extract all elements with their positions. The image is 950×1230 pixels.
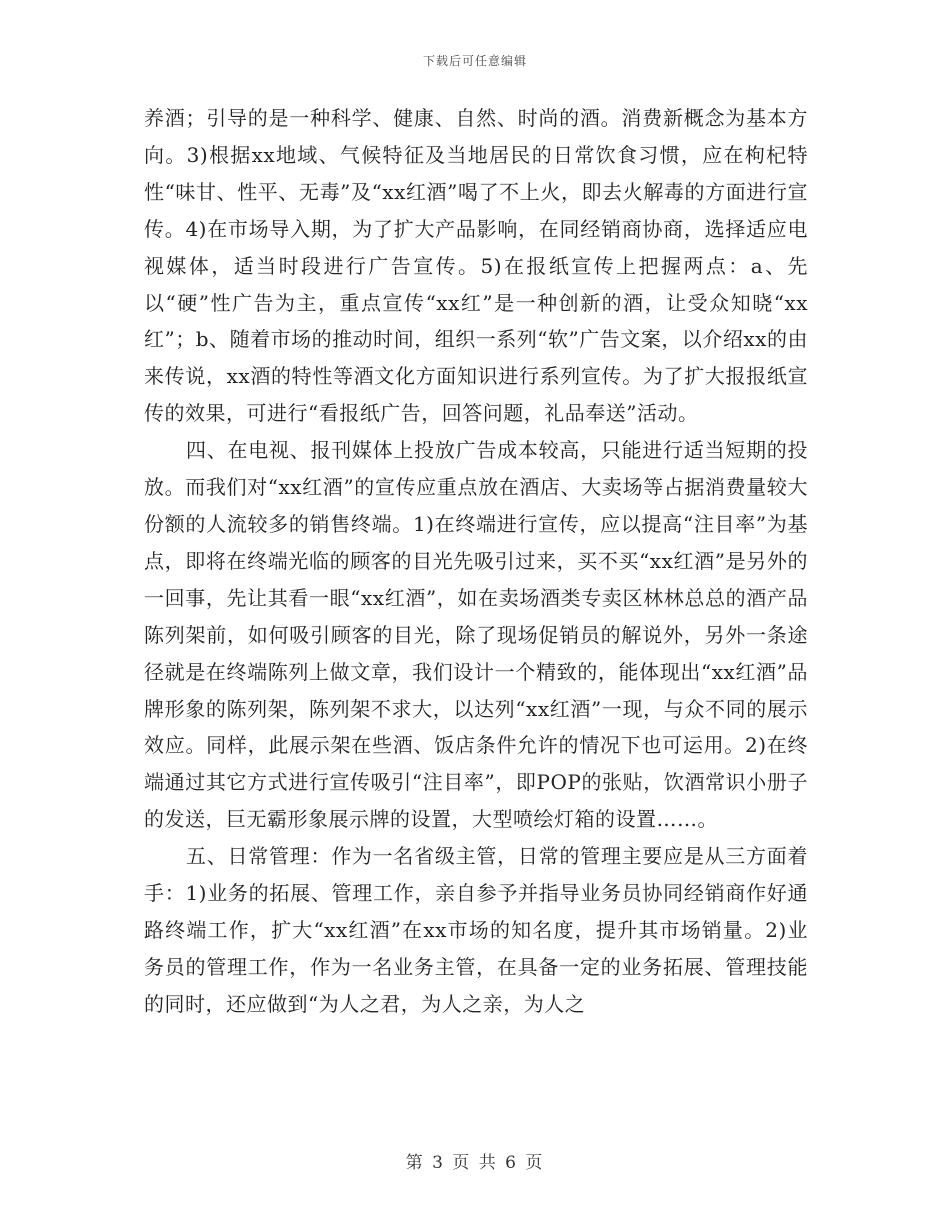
page-header: 下载后可任意编辑 [422,54,527,68]
paragraph-section-four: 四、在电视、报刊媒体上投放广告成本较高，只能进行适当短期的投放。而我们对“xx红酒”的宣传应重点放在酒店、大卖场等占据消费量较大份额的人流较多的销售终端。1)在终端进行宣传，应以提高“注目率”为基点，即将在终端光临的顾客的目光先吸引过来，买不买“xx红酒”是另外的一回事，先让其看一眼“xx红酒”，如在卖场酒类专卖区林林总总的酒产品陈列架前，如何吸引顾客的目光，除了现场促销员的解说外，另外一条途径就是在终端陈列上做文章，我们设计一个精致的，能体现出“xx红酒”品牌形象的陈列架，陈列架不求大，以达列“xx红酒”一现，与众不同的展示效应。同样，此展示架在些酒、饭店条件允许的情况下也可运用。2)在终端通过其它方式进行宣传吸引“注目率”，即POP的张贴，饮酒常识小册子的发送，巨无霸形象展示牌的设置，大型喷绘灯箱的设置……。 [144,438,808,832]
page-footer: 第 3 页 共 6 页 [405,1153,545,1173]
document-body [144,100,808,1023]
paragraph-continued: 养酒；引导的是一种科学、健康、自然、时尚的酒。消费新概念为基本方向。3)根据xx地域、气候特征及当地居民的日常饮食习惯，应在枸杞特性“味甘、性平、无毒”及“xx红酒”喝了不上火，即去火解毒的方面进行宣传。4)在市场导入期，为了扩大产品影响，在同经销商协商，选择适应电视媒体，适当时段进行广告宣传。5)在报纸宣传上把握两点：a、先以“硬”性广告为主，重点宣传“xx红”是一种创新的酒，让受众知晓“xx红”；b、随着市场的推动时间，组织一系列“软”广告文案，以介绍xx的由来传说，xx酒的特性等酒文化方面知识进行系列宣传。为了扩大报报纸宣传的效果，可进行“看报纸广告，回答问题，礼品奉送”活动。 [144,106,808,426]
paragraph-section-five: 五、日常管理：作为一名省级主管，日常的管理主要应是从三方面着手：1)业务的拓展、管理工作，亲自参予并指导业务员协同经销商作好通路终端工作，扩大“xx红酒”在xx市场的知名度，提升其市场销量。2)业务员的管理工作，作为一名业务主管，在具备一定的业务拓展、管理技能的同时，还应做到“为人之君，为人之亲，为人之 [144,844,808,1016]
